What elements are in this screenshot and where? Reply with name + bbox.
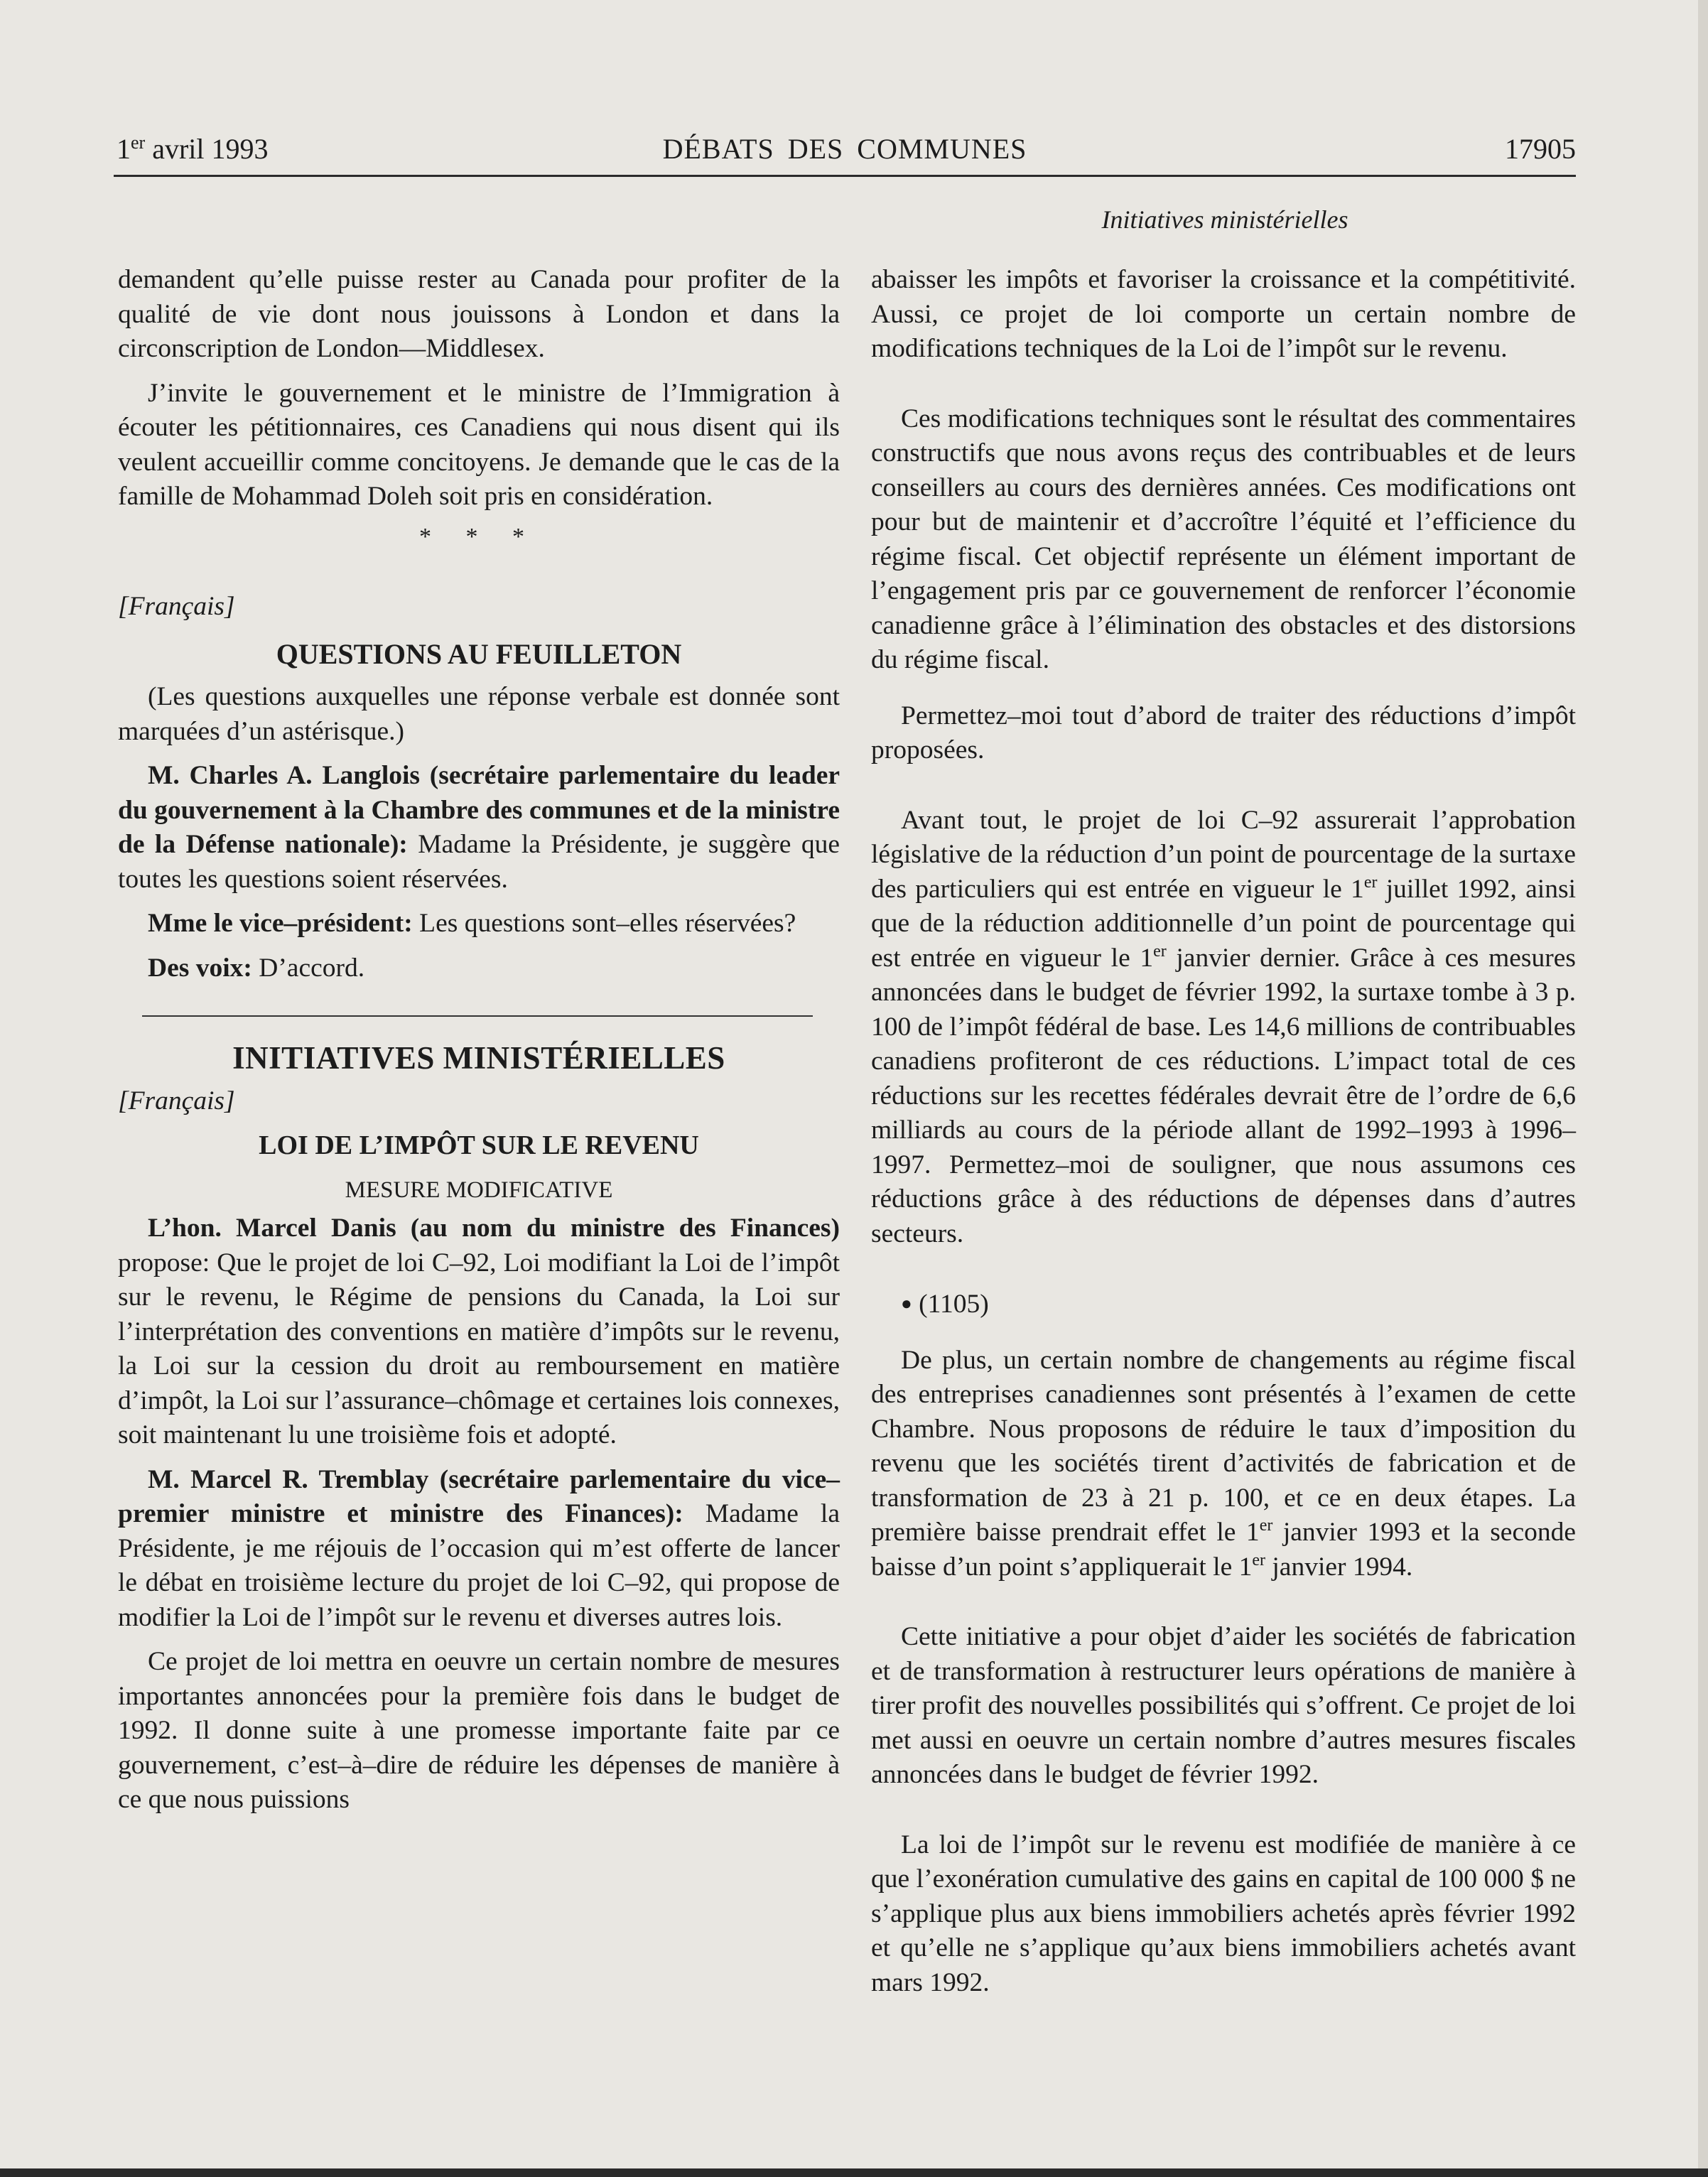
speech-danis: L’hon. Marcel Danis (au nom du ministre des Finances) propose: Que le projet de loi C–92, Loi modifiant la Loi de l’impôt sur le revenu, le Régime de pensions du Canada, la Loi sur l’interprétation des conventions en matière d’impôts sur le revenu, la Loi sur la cession du droit au remboursement en matière d’impôt, la Loi sur l’assurance–chômage et certaines lois connexes, soit maintenant lu une troisième fois et adopté. xyxy=(118,1214,840,1449)
paragraph: (Les questions auxquelles une réponse verbale est donnée sont marquées d’un astérisque.) xyxy=(118,682,840,746)
speech-langlois: M. Charles A. Langlois (secrétaire parlementaire du leader du gouvernement à la Chambre des communes et de la ministre de la Défense nationale): Madame la Présidente, je suggère que toutes les questions soient réservées. xyxy=(118,761,840,894)
paragraph: Permettez–moi tout d’abord de traiter des réductions d’impôt proposées. xyxy=(871,701,1576,765)
speech-tremblay: M. Marcel R. Tremblay (secrétaire parlementaire du vice–premier ministre et ministre des Finances): Madame la Présidente, je me réjouis de l’occasion qui m’est offerte de lancer le débat en troisième lecture du projet de loi C–92, qui propose de modifier la Loi de l’impôt sur le revenu et diverses autres lois. xyxy=(118,1464,840,1632)
speech-vice-president: Mme le vice–président: Les questions sont–elles réservées? xyxy=(148,909,796,938)
time-marker: ● (1105) xyxy=(901,1290,989,1319)
right-column xyxy=(871,263,1576,2000)
paragraph: Ce projet de loi mettra en oeuvre un certain nombre de mesures importantes annoncées pour la première fois dans le budget de 1992. Il donne suite à une promesse importante faite par ce gouvernement, c’est–à–dire de réduire les dépenses de manière à ce que nous puissions xyxy=(118,1647,840,1814)
language-marker: [Français] xyxy=(118,592,235,621)
paragraph: La loi de l’impôt sur le revenu est modifiée de manière à ce que l’exonération cumulative des gains en capital de 100 000 $ ne s’applique plus aux biens immobiliers achetés après février 1992 et qu’elle ne s’applique qu’aux biens immobiliers achetés avant mars 1992. xyxy=(871,1830,1576,1997)
bill-subheading: MESURE MODIFICATIVE xyxy=(345,1177,613,1203)
bill-heading: LOI DE L’IMPÔT SUR LE REVENU xyxy=(259,1130,699,1160)
paragraph: abaisser les impôts et favoriser la croissance et la compétitivité. Aussi, ce projet de loi comporte un certain nombre de modifications techniques de la Loi de l’impôt sur le revenu. xyxy=(871,265,1576,363)
language-marker: [Français] xyxy=(118,1086,235,1115)
paragraph: De plus, un certain nombre de changements au régime fiscal des entreprises canadiennes sont présentés à l’examen de cette Chambre. Nous proposons de réduire le taux d’imposition du revenu que les sociétés tirent d’activités de fabrication et de transformation de 23 à 21 p. 100, et ce en deux étapes. La première baisse prendrait effet le 1er janvier 1993 et la seconde baisse d’un point s’appliquerait le 1er janvier 1994. xyxy=(871,1345,1576,1582)
speech-voices: Des voix: D’accord. xyxy=(148,953,365,983)
paragraph: Avant tout, le projet de loi C–92 assurerait l’approbation législative de la réduction d’un point de pourcentage de la surtaxe des particuliers qui est entrée en vigueur le 1er juillet 1992, ainsi que de la réduction additionnelle d’un point de pourcentage qui est entrée en vigueur le 1er janvier dernier. Grâce à ces mesures annoncées dans le budget de février 1992, la surtaxe tombe à 3 p. 100 de l’impôt fédéral de base. Les 14,6 millions de contribuables canadiens profiteront de ces réductions. L’impact total de ces réductions sur les recettes fédérales devrait être de l’ordre de 6,6 milliards au cours de la période allant de 1992–1993 à 1996–1997. Permettez–moi de souligner, que nous assumons ces réductions grâce à des réductions de dépenses dans d’autres secteurs. xyxy=(871,805,1576,1248)
section-rule xyxy=(142,1015,813,1017)
section-heading: QUESTIONS AU FEUILLETON xyxy=(276,637,682,670)
running-head: Initiatives ministérielles xyxy=(1101,205,1348,234)
header-rule xyxy=(114,175,1576,177)
header-title: DÉBATS DES COMMUNES xyxy=(662,133,1027,165)
paragraph: J’invite le gouvernement et le ministre de l’Immigration à écouter les pétitionnaires, ces Canadiens qui nous disent qui ils veulent accueillir comme concitoyens. Je demande que le cas de la famille de Mohammad Doleh soit pris en considération. xyxy=(118,378,840,511)
major-heading: INITIATIVES MINISTÉRIELLES xyxy=(232,1040,725,1076)
header-page-number: 17905 xyxy=(1505,133,1576,165)
section-separator-stars: * * * xyxy=(419,523,539,550)
scan-bottom-edge xyxy=(0,2168,1708,2177)
header-date: 1er avril 1993 xyxy=(117,132,269,165)
paragraph: Cette initiative a pour objet d’aider les sociétés de fabrication et de transformation à restructurer leurs opérations de manière à tirer profit des nouvelles possibilités qui s’offrent. Ce projet de loi met aussi en oeuvre un certain nombre d’autres mesures fiscales annoncées dans le budget de février 1992. xyxy=(871,1622,1576,1789)
speaker-name: M. Marcel R. Tremblay (secrétaire parlementaire du vice–premier ministre et ministre des Finances): xyxy=(118,1464,840,1528)
paragraph: demandent qu’elle puisse rester au Canada pour profiter de la qualité de vie dont nous jouissons à London et dans la circonscription de London—Middlesex. xyxy=(118,265,840,363)
page-header xyxy=(114,132,1576,175)
speaker-name: Des voix: xyxy=(148,953,252,983)
speaker-name: M. Charles A. Langlois (secrétaire parlementaire du leader du gouvernement à la Chambre des communes et de la ministre de la Défense nationale): xyxy=(118,761,840,859)
scan-edge xyxy=(1698,0,1708,2177)
speaker-name: L’hon. Marcel Danis (au nom du ministre des Finances) xyxy=(148,1214,840,1243)
left-column xyxy=(118,263,840,1817)
speaker-name: Mme le vice–président: xyxy=(148,909,413,938)
paragraph: Ces modifications techniques sont le résultat des commentaires constructifs que nous avons reçus des contribuables et de leurs conseillers au cours des dernières années. Ces modifications ont pour but de maintenir et d’accroître l’équité et l’efficience du régime fiscal. Cet objectif représente un élément important de l’engagement pris par ce gouvernement de renforcer l’économie canadienne grâce à l’élimination des obstacles et des distorsions du régime fiscal. xyxy=(871,404,1576,674)
